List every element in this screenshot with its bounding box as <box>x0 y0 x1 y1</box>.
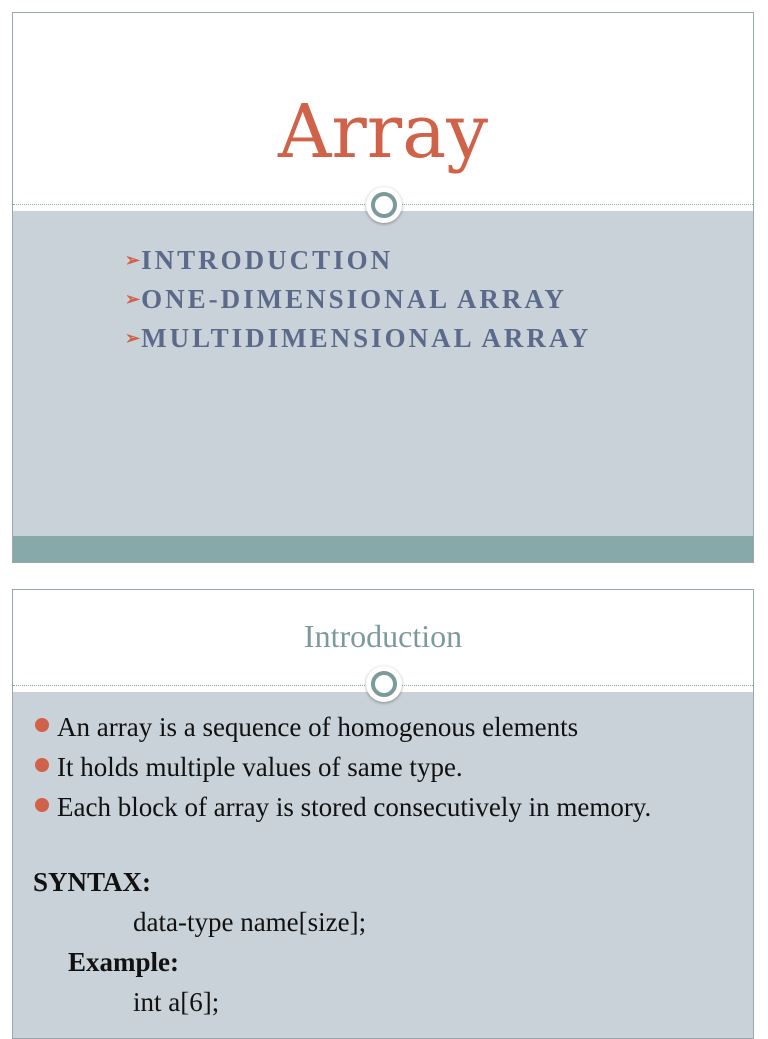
bullet-dot-icon <box>35 758 49 772</box>
example-code: int a[6]; <box>133 987 220 1017</box>
syntax-code: data-type name[size]; <box>133 907 367 937</box>
bullet-list <box>33 710 733 830</box>
agenda-item: ➢MULTIDIMENSIONAL ARRAY <box>125 323 592 353</box>
agenda-item: ➢INTRODUCTION <box>125 245 394 275</box>
slide-title: Introduction <box>303 618 463 654</box>
arrow-bullet-icon: ➢ <box>125 250 141 270</box>
arrow-bullet-icon: ➢ <box>125 289 141 309</box>
list-item: It holds multiple values of same type. <box>33 750 733 784</box>
slide-title: Array <box>277 89 489 175</box>
footer-bar <box>13 536 753 562</box>
bullet-dot-icon <box>35 718 49 732</box>
title-area <box>13 13 753 205</box>
list-item: Each block of array is stored consecutively in memory. <box>33 790 667 824</box>
circle-ornament-icon <box>366 666 402 702</box>
arrow-bullet-icon: ➢ <box>125 328 141 348</box>
slide-2 <box>12 589 754 1039</box>
example-label: Example: <box>68 947 179 977</box>
circle-ornament-icon <box>366 187 402 223</box>
agenda-list <box>125 245 591 362</box>
slide-1 <box>12 12 754 563</box>
syntax-label: SYNTAX: <box>33 867 152 897</box>
bullet-dot-icon <box>35 798 49 812</box>
agenda-item: ➢ONE-DIMENSIONAL ARRAY <box>125 284 567 314</box>
list-item: An array is a sequence of homogenous elements <box>33 710 733 744</box>
